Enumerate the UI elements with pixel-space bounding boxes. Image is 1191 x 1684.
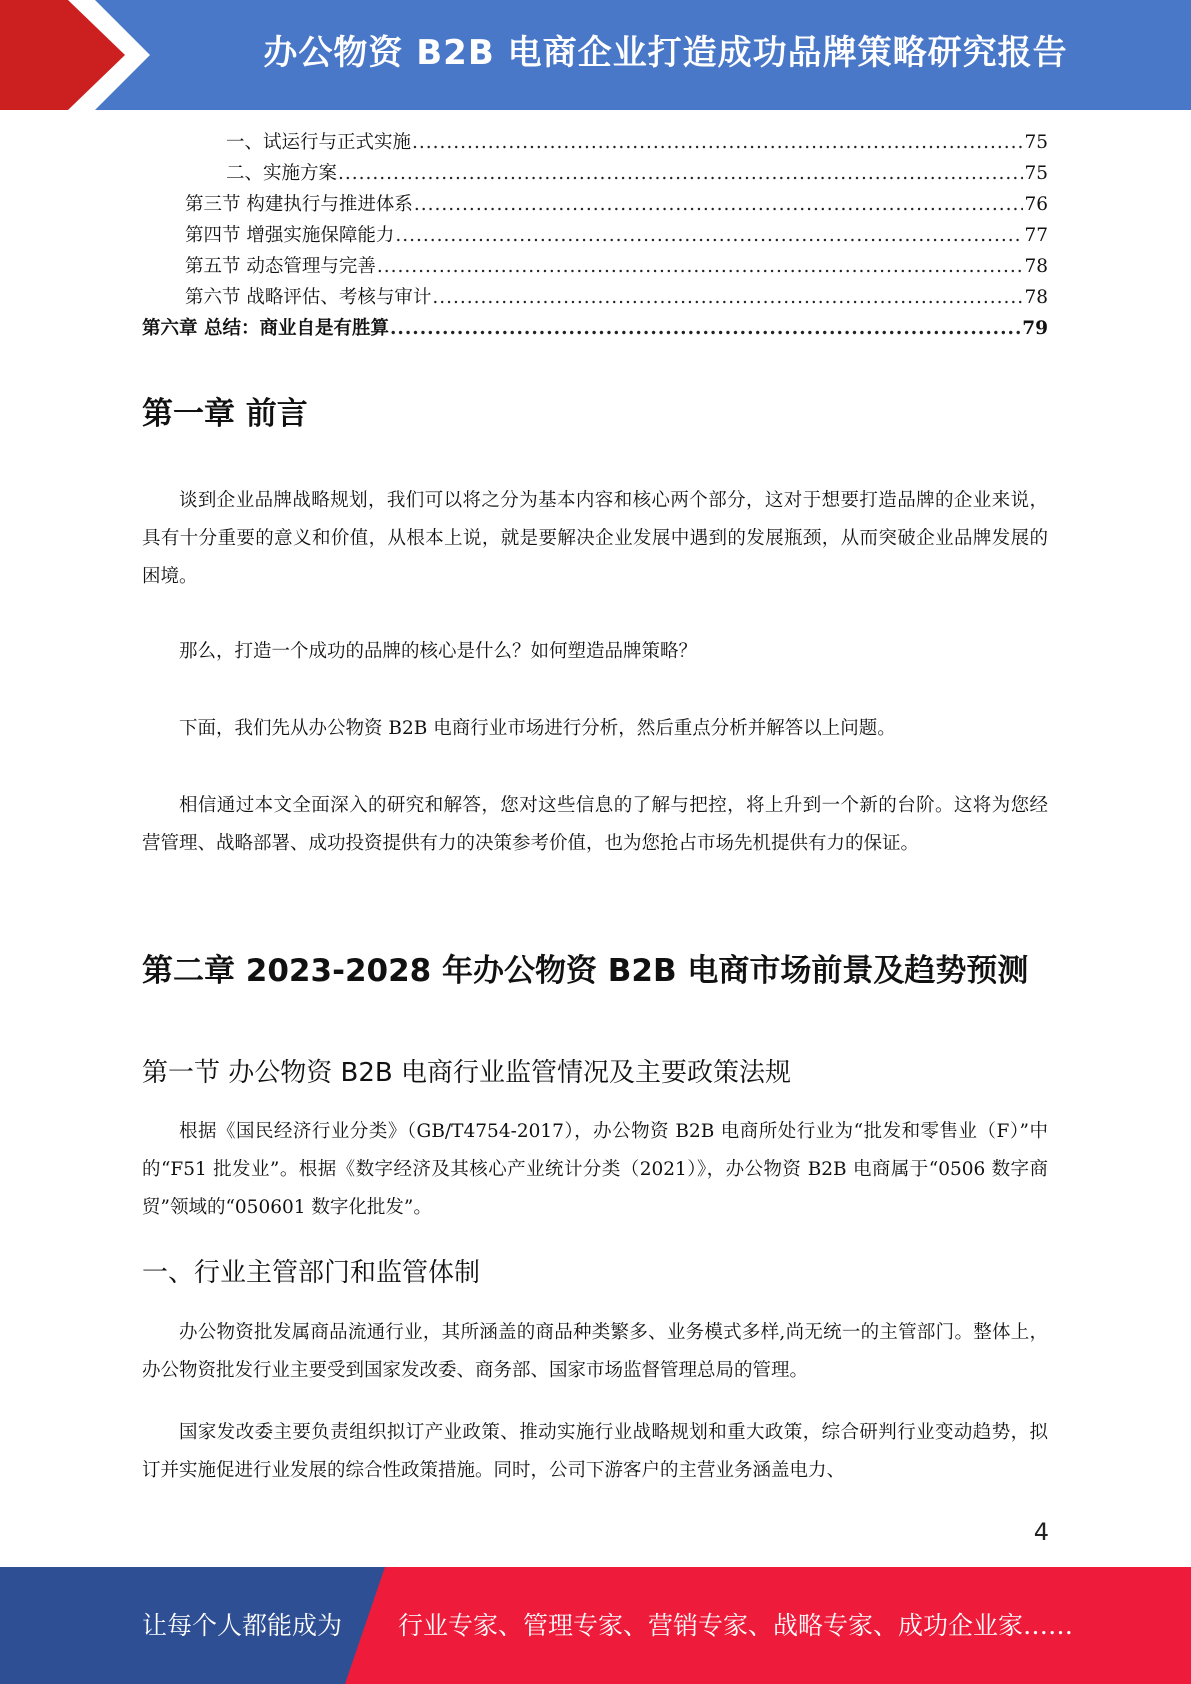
toc-leader-dots <box>412 132 1023 153</box>
toc-entry[interactable] <box>142 252 1048 283</box>
toc-entry-page: 78 <box>1024 287 1048 308</box>
header-banner <box>0 0 1191 110</box>
toc-entry[interactable] <box>142 190 1048 221</box>
toc-entry-label: 第六章 总结：商业自是有胜算 <box>142 318 389 339</box>
paragraph: 国家发改委主要负责组织拟订产业政策、推动实施行业战略规划和重大政策，综合研判行业变动趋势，拟订并实施促进行业发展的综合性政策措施。同时，公司下游客户的主营业务涵盖电力、 <box>142 1422 1048 1481</box>
header-chevron-logo <box>0 0 150 110</box>
toc-entry-label: 一、试运行与正式实施 <box>226 132 412 153</box>
toc-entry[interactable] <box>142 128 1048 159</box>
paragraph: 谈到企业品牌战略规划，我们可以将之分为基本内容和核心两个部分，这对于想要打造品牌的企业来说，具有十分重要的意义和价值，从根本上说，就是要解决企业发展中遇到的发展瓶颈，从而突破企业品牌发展的困境。 <box>142 490 1048 587</box>
chapter-heading: 第二章 2023-2028 年办公物资 B2B 电商市场前景及趋势预测 <box>142 953 1029 989</box>
paragraph: 那么，打造一个成功的品牌的核心是什么？如何塑造品牌策略？ <box>179 641 698 662</box>
paragraph: 相信通过本文全面深入的研究和解答，您对这些信息的了解与把控，将上升到一个新的台阶。这将为您经营管理、战略部署、成功投资提供有力的决策参考价值，也为您抢占市场先机提供有力的保证。 <box>142 795 1048 854</box>
table-of-contents <box>142 128 1048 345</box>
toc-entry-label: 第三节 构建执行与推进体系 <box>185 194 413 215</box>
toc-leader-dots <box>377 256 1024 277</box>
toc-leader-dots <box>390 318 1021 339</box>
toc-entry-page: 78 <box>1024 256 1048 277</box>
toc-entry-label: 二、实施方案 <box>226 163 338 184</box>
paragraph: 下面，我们先从办公物资 B2B 电商行业市场进行分析，然后重点分析并解答以上问题。 <box>179 718 896 739</box>
toc-entry-label: 第六节 战略评估、考核与审计 <box>185 287 432 308</box>
toc-leader-dots <box>395 225 1023 246</box>
toc-leader-dots <box>414 194 1024 215</box>
toc-entry[interactable] <box>142 314 1048 345</box>
toc-entry-page: 75 <box>1024 163 1048 184</box>
toc-entry-page: 77 <box>1024 225 1048 246</box>
footer-slogan-lead: 让每个人都能成为 <box>142 1611 343 1640</box>
toc-entry-label: 第五节 动态管理与完善 <box>185 256 376 277</box>
toc-entry-page: 75 <box>1024 132 1048 153</box>
toc-entry-page: 76 <box>1024 194 1048 215</box>
paragraph: 根据《国民经济行业分类》（GB/T4754-2017），办公物资 B2B 电商所处行业为“批发和零售业（F）”中的“F51 批发业”。根据《数字经济及其核心产业统计分类（2021）》，办公物资 B2B 电商属于“0506 数字商贸”领域的“050601 数字化批发”。 <box>142 1121 1048 1218</box>
chapter-heading: 第一章 前言 <box>142 396 308 432</box>
subsection-heading: 一、行业主管部门和监管体制 <box>142 1258 481 1288</box>
toc-entry-page: 79 <box>1022 318 1048 339</box>
toc-entry[interactable] <box>142 221 1048 252</box>
toc-leader-dots <box>432 287 1023 308</box>
toc-entry-label: 第四节 增强实施保障能力 <box>185 225 395 246</box>
report-title: 办公物资 B2B 电商企业打造成功品牌策略研究报告 <box>263 33 1068 73</box>
section-heading: 第一节 办公物资 B2B 电商行业监管情况及主要政策法规 <box>142 1058 792 1088</box>
footer-slogan-roles: 行业专家、管理专家、营销专家、战略专家、成功企业家…… <box>398 1611 1074 1640</box>
paragraph: 办公物资批发属商品流通行业，其所涵盖的商品种类繁多、业务模式多样,尚无统一的主管部门。整体上，办公物资批发行业主要受到国家发改委、商务部、国家市场监督管理总局的管理。 <box>142 1322 1048 1381</box>
toc-entry[interactable] <box>142 283 1048 314</box>
footer-banner <box>0 1567 1191 1684</box>
page-number: 4 <box>1033 1518 1049 1546</box>
toc-entry[interactable] <box>142 159 1048 190</box>
toc-leader-dots <box>338 163 1023 184</box>
